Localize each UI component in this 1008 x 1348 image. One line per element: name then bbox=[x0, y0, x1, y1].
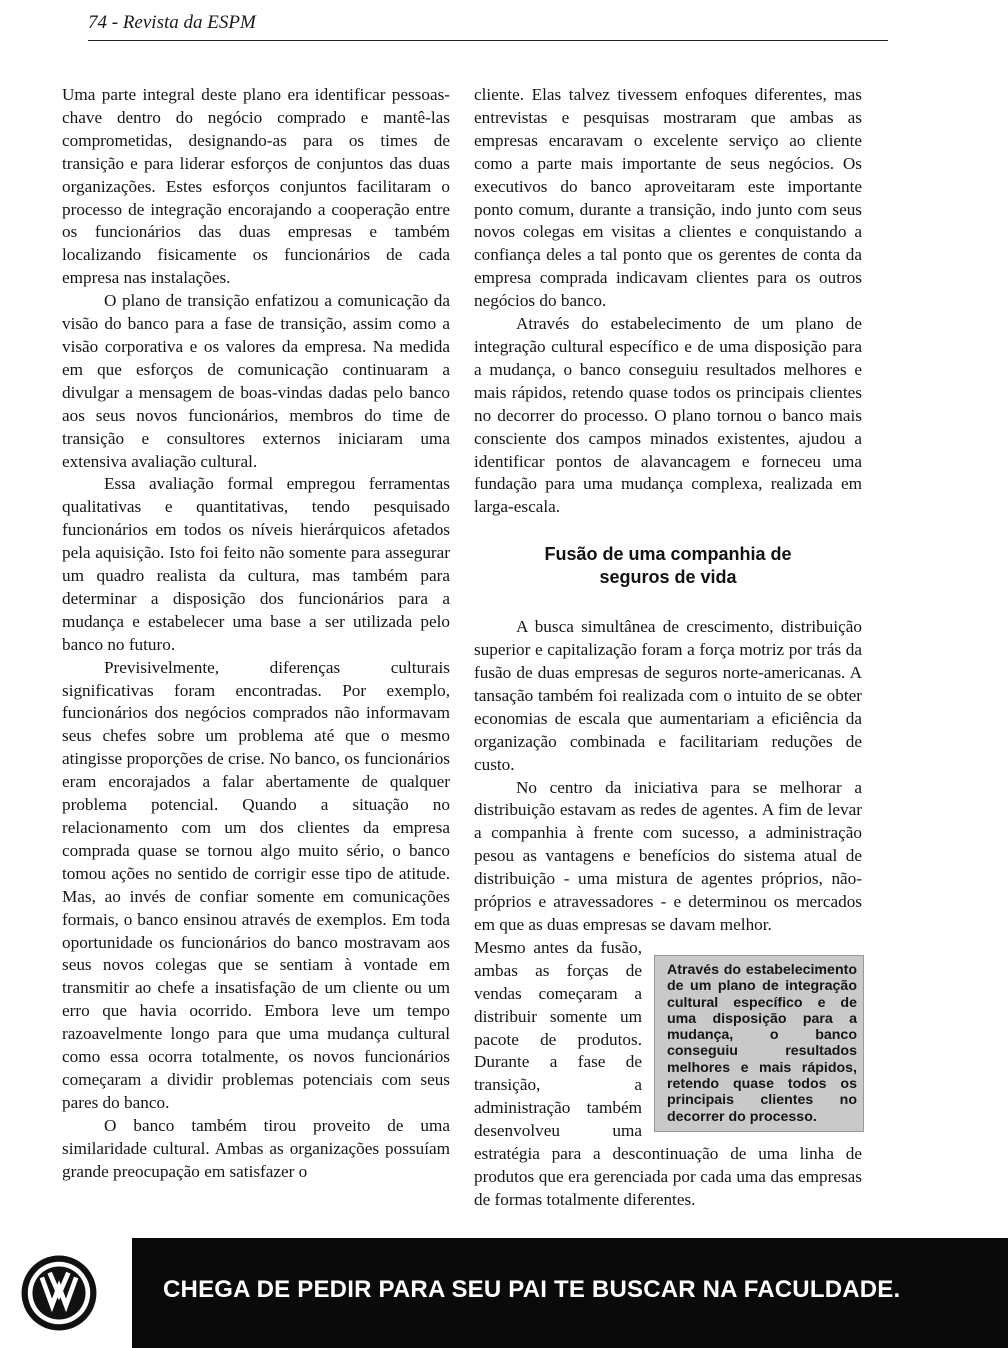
advertisement-banner[interactable] bbox=[0, 1238, 1008, 1348]
body-paragraph: Uma parte integral deste plano era identificar pessoas-chave dentro do negócio comprado e mantê-las comprometidas, designando-as para os times de transição e para liderar esforços de conjuntos das duas organizações. Estes esforços conjuntos facilitaram o processo de integração encorajando a cooperação entre os funcionários das duas empresas e também localizando fisicamente os funcionários de cada empresa nas instalações. bbox=[62, 85, 450, 288]
section-heading-line-1: Fusão de uma companhia de bbox=[544, 544, 792, 565]
body-paragraph: cliente. Elas talvez tivessem enfoques diferentes, mas entrevistas e pesquisas mostraram que ambas as empresas encaravam o excelente serviço ao cliente como a parte mais importante de seus negócios. Os executivos do banco aproveitaram este importante ponto comum, durante a transição, indo junto com seus novos colegas em visitas a clientes e conquistando a confiança deles a tal ponto que os gerentes de conta da empresa comprada indicavam clientes para os outros negócios do banco. bbox=[474, 85, 862, 311]
header-rule bbox=[88, 40, 888, 41]
body-paragraph: A busca simultânea de crescimento, distribuição superior e capitalização foram a força motriz por trás da fusão de duas empresas de seguros norte-americanas. A tansação também foi realizada com o intuito de se obter economias de escala que aumentariam a eficiência da organização combinada e facilitariam reduções de custo. bbox=[474, 617, 862, 774]
pull-quote-wrap bbox=[474, 937, 862, 1212]
body-paragraph: No centro da iniciativa para se melhorar a distribuição estavam as redes de agentes. A fim de levar a companhia à frente com sucesso, a administração pesou as vantagens e benefícios do sistema atual de distribuição - uma mistura de agentes próprios, não-próprios e atravessadores - e determinou os mercados em que as duas empresas se davam melhor. bbox=[474, 777, 862, 934]
body-paragraph: O banco também tirou proveito de uma similaridade cultural. Ambas as organizações possuíam grande preocupação em satisfazer o bbox=[62, 1115, 450, 1181]
vw-logo-icon bbox=[20, 1254, 98, 1332]
section-heading bbox=[474, 543, 862, 589]
section-heading-line-2: seguros de vida bbox=[599, 567, 737, 588]
body-paragraph: Através do estabelecimento de um plano de integração cultural específico e de uma disposição para a mudança, o banco conseguiu resultados melhores e mais rápidos, retendo quase todos os principais clientes no decorrer do processo. O plano tornou o banco mais consciente dos campos minados existentes, ajudou a identificar pontos de alavancagem e forneceu uma fundação para uma mudança complexa, realizada em larga-escala. bbox=[474, 314, 862, 517]
body-paragraph: O plano de transição enfatizou a comunicação da visão do banco para a fase de transição, assim como a visão corporativa e os valores da empresa. Na medida em que esforços de comunicação continuaram a divulgar a mensagem de boas-vindas dadas pelo banco aos seus novos funcionários, membros do time de transição e consultores externos iniciaram uma extensiva avaliação cultural. bbox=[62, 291, 450, 471]
pull-quote-box: Através do estabelecimento de um plano de integração cultural específico e de uma disposição para a mudança, o banco conseguiu resultados melhores e mais rápidos, retendo quase todos os principais clientes no decorrer do processo. bbox=[654, 955, 864, 1132]
body-paragraph: Essa avaliação formal empregou ferramentas qualitativas e quantitativas, tendo pesquisado funcionários em todos os níveis hierárquicos afetados pela aquisição. Isto foi feito não somente para assegurar um quadro realista da cultura, mas também para determinar a disposição dos funcionários para a mudança e estabelecer uma base a ser utilizada pelo banco no futuro. bbox=[62, 474, 450, 654]
right-column bbox=[474, 84, 862, 1212]
left-column bbox=[62, 84, 450, 1184]
ad-slogan: CHEGA DE PEDIR PARA SEU PAI TE BUSCAR NA FACULDADE. bbox=[163, 1276, 901, 1303]
body-paragraph: Mesmo antes da fusão, ambas as forças de vendas começaram a distribuir somente um pacote de produtos. Durante a fase de transição, a administração também desenvolveu uma estratégia para a descontinuação de uma linha de produtos que era gerenciada por cada uma das empresas de formas totalmente diferentes. bbox=[474, 937, 862, 1209]
body-paragraph: Previsivelmente, diferenças culturais significativas foram encontradas. Por exemplo, funcionários dos negócios comprados não informavam seus chefes sobre um problema até que o mesmo atingisse proporções de crise. No banco, os funcionários eram encorajados a falar abertamente de qualquer problema potencial. Quando a situação no relacionamento com um dos clientes da empresa comprada quase se tornou algo muito sério, o banco tomou ações no sentido de corrigir esse tipo de atitude. Mas, ao invés de confiar somente em comunicações formais, o banco ensinou através de exemplos. Em toda oportunidade os funcionários do banco mostravam aos seus novos colegas que se sentiam à vontade em transmitir ao chefe a insatisfação de um cliente ou um erro que havia ocorrido. Embora leve um tempo razoavelmente longo para que uma mudança cultural como essa ocorra totalmente, os novos funcionários começaram a dividir problemas potenciais com seus pares do banco. bbox=[62, 657, 450, 1112]
logo-area bbox=[0, 1238, 132, 1348]
running-header: 74 - Revista da ESPM bbox=[88, 12, 256, 33]
